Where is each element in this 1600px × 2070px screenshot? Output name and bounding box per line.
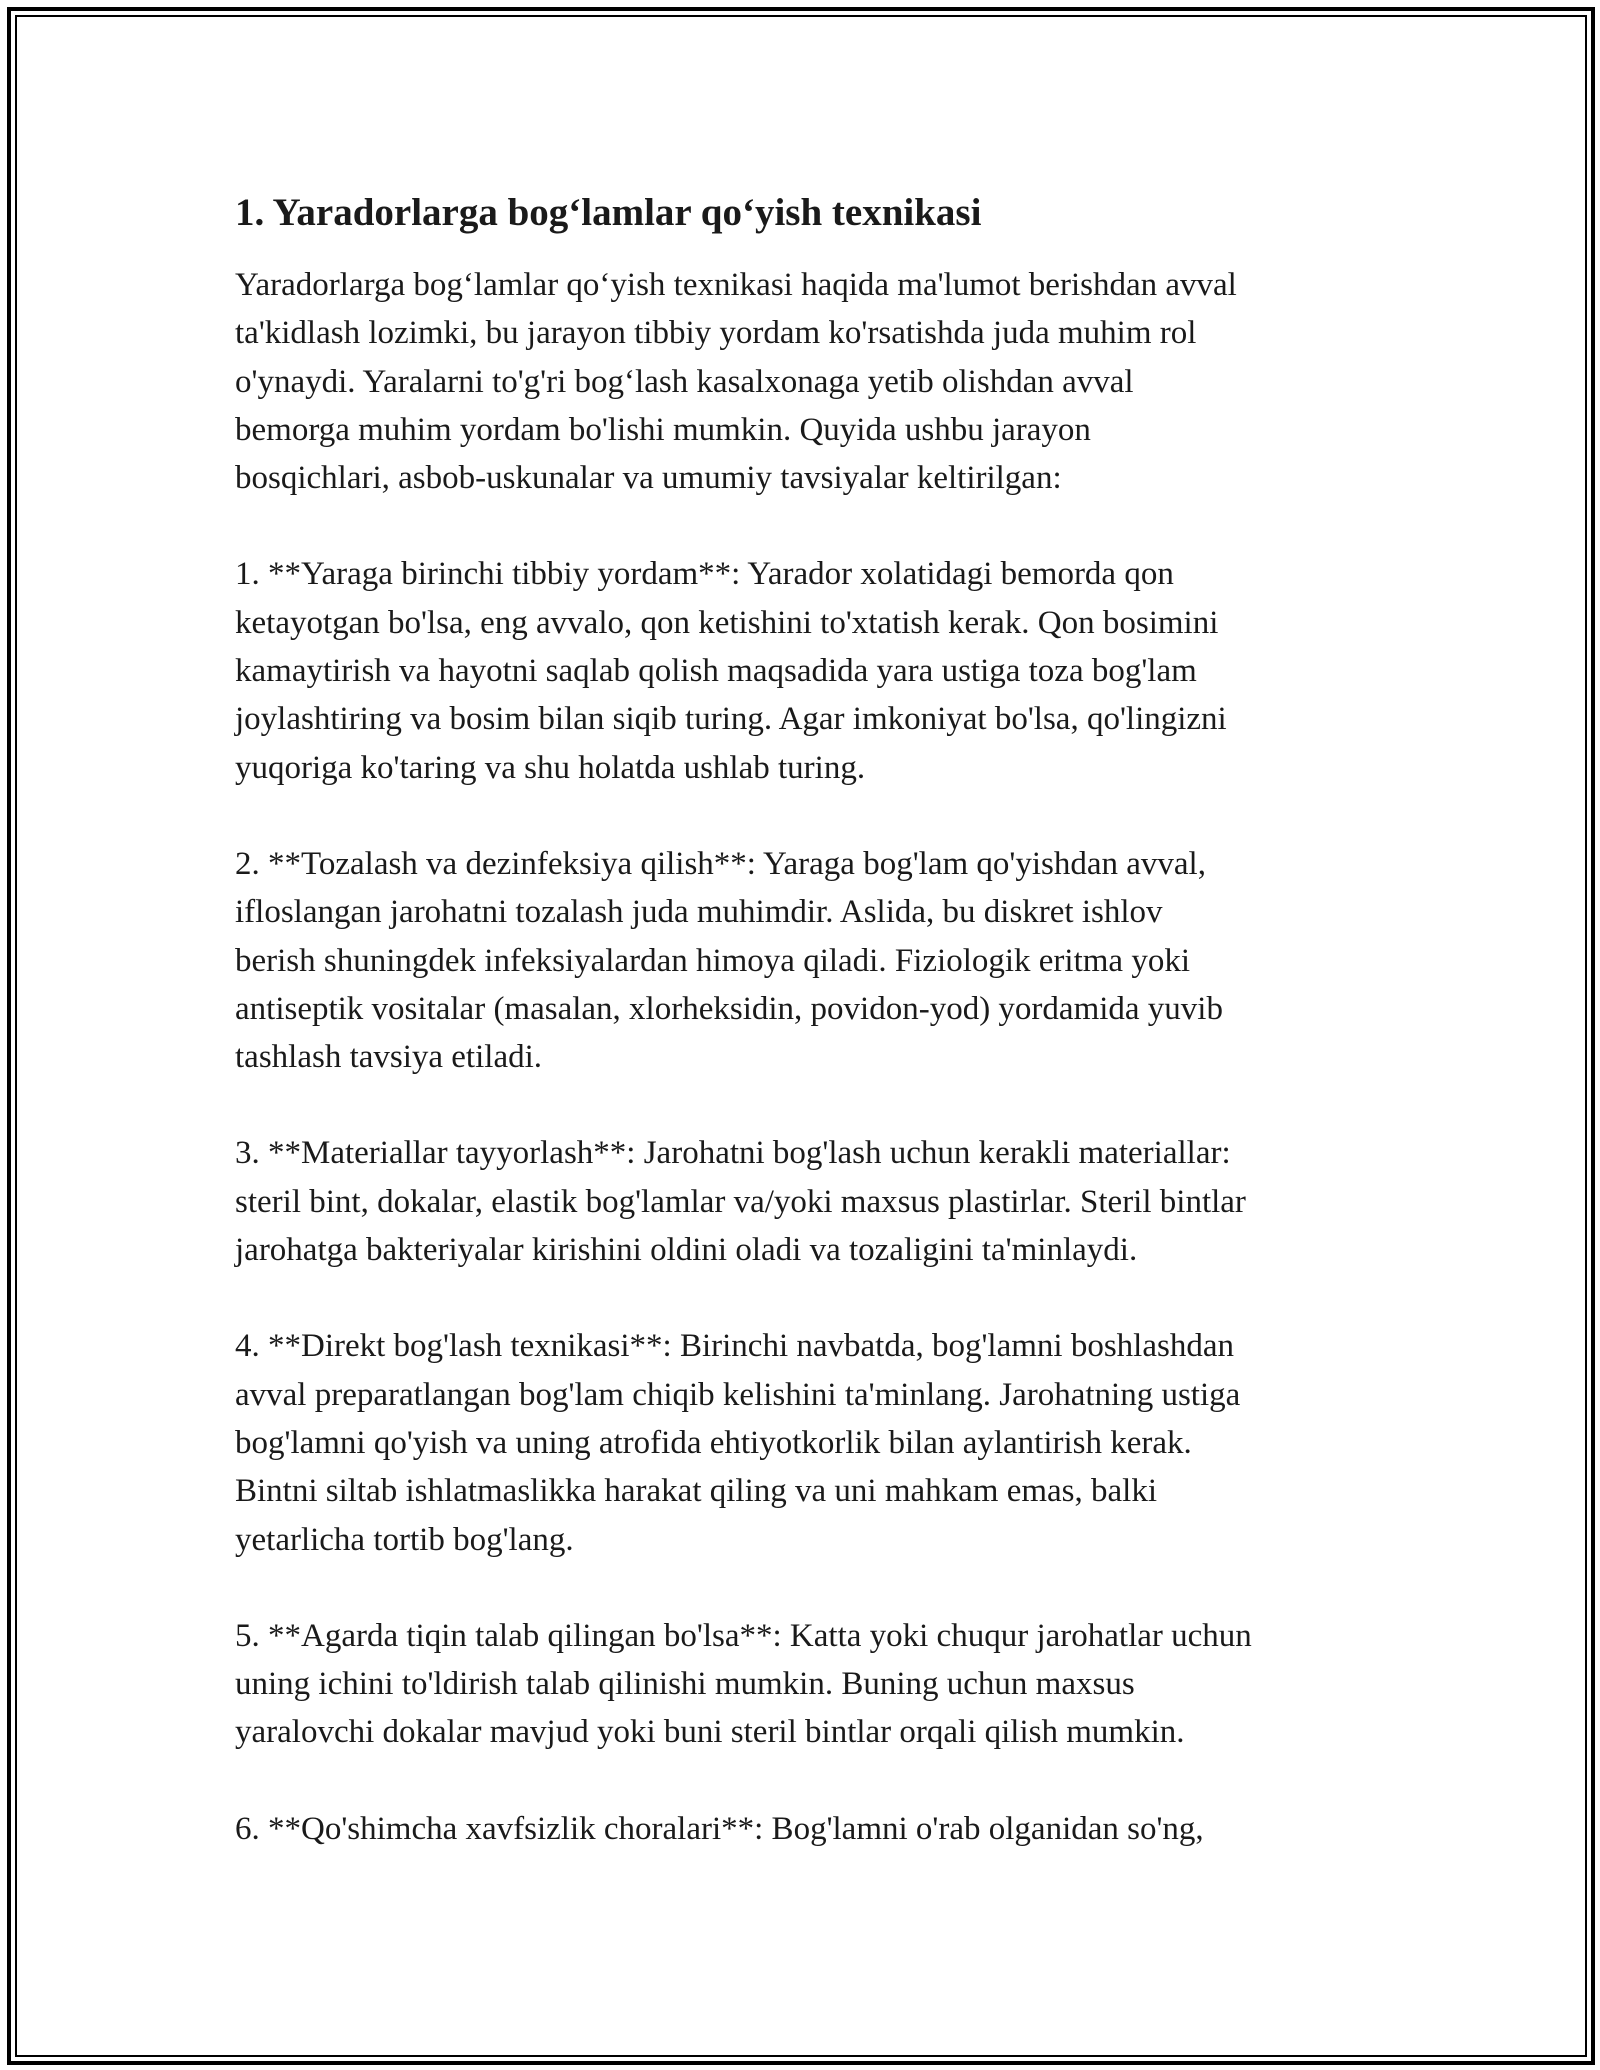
text-line: Bintni siltab ishlatmaslikka harakat qiling va uni mahkam emas, balki [235, 1473, 1157, 1510]
text-line: bog'lamni qo'yish va uning atrofida ehtiyotkorlik bilan aylantirish kerak. [235, 1424, 1192, 1461]
text-line: yetarlicha tortib bog'lang. [235, 1521, 574, 1558]
paragraph [235, 1129, 1385, 1274]
text-line: 5. **Agarda tiqin talab qilingan bo'lsa**: Katta yoki chuqur jarohatlar uchun [235, 1617, 1252, 1654]
text-line: tashlash tavsiya etiladi. [235, 1039, 543, 1076]
paragraph [235, 550, 1385, 791]
text-line: ta'kidlash lozimki, bu jarayon tibbiy yordam ko'rsatishda juda muhim rol [235, 315, 1197, 352]
text-line: kamaytirish va hayotni saqlab qolish maqsadida yara ustiga toza bog'lam [235, 653, 1197, 690]
text-line: berish shuningdek infeksiyalardan himoya qiladi. Fiziologik eritma yoki [235, 942, 1190, 979]
text-line: bosqichlari, asbob-uskunalar va umumiy tavsiyalar keltirilgan: [235, 460, 1062, 497]
text-line: yaralovchi dokalar mavjud yoki buni steril bintlar orqali qilish mumkin. [235, 1714, 1185, 1751]
text-line: 1. **Yaraga birinchi tibbiy yordam**: Yarador xolatidagi bemorda qon [235, 556, 1174, 593]
text-line: Yaradorlarga bog‘lamlar qo‘yish texnikasi haqida ma'lumot berishdan avval [235, 267, 1237, 303]
text-line: 6. **Qo'shimcha xavfsizlik choralari**: Bog'lamni o'rab olganidan so'ng, [235, 1810, 1204, 1847]
paragraph [235, 261, 1385, 502]
text-line: ketayotgan bo'lsa, eng avvalo, qon ketishini to'xtatish kerak. Qon bosimini [235, 604, 1219, 641]
text-line: 2. **Tozalash va dezinfeksiya qilish**: Yaraga bog'lam qo'yishdan avval, [235, 845, 1206, 882]
text-line: 3. **Materiallar tayyorlash**: Jarohatni bog'lash uchun kerakli materiallar: [235, 1135, 1231, 1172]
paragraph [235, 1612, 1385, 1757]
text-line: ifloslangan jarohatni tozalash juda muhimdir. Aslida, bu diskret ishlov [235, 894, 1163, 931]
text-line: uning ichini to'ldirish talab qilinishi mumkin. Buning uchun maxsus [235, 1666, 1135, 1703]
text-line: antiseptik vositalar (masalan, xlorheksidin, povidon-yod) yordamida yuvib [235, 990, 1223, 1027]
text-line: jarohatga bakteriyalar kirishini oldini oladi va tozaligini ta'minlaydi. [235, 1232, 1138, 1269]
text-line: avval preparatlangan bog'lam chiqib kelishini ta'minlang. Jarohatning ustiga [235, 1376, 1241, 1413]
paragraph [235, 1805, 1385, 1853]
text-line: yuqoriga ko'taring va shu holatda ushlab turing. [235, 749, 866, 786]
text-line: bemorga muhim yordam bo'lishi mumkin. Quyida ushbu jarayon [235, 411, 1091, 448]
paragraph-list [235, 261, 1385, 1853]
text-line: joylashtiring va bosim bilan siqib turing. Agar imkoniyat bo'lsa, qo'lingizni [235, 701, 1227, 738]
document-body [235, 185, 1385, 1901]
text-line: o'ynaydi. Yaralarni to'g'ri bog‘lash kasalxonaga yetib olishdan avval [235, 363, 1134, 400]
page-title: 1. Yaradorlarga bog‘lamlar qo‘yish texnikasi [235, 191, 982, 234]
text-line: steril bint, dokalar, elastik bog'lamlar va/yoki maxsus plastirlar. Steril bintlar [235, 1183, 1246, 1220]
text-line: 4. **Direkt bog'lash texnikasi**: Birinchi navbatda, bog'lamni boshlashdan [235, 1328, 1234, 1365]
paragraph [235, 1322, 1385, 1563]
paragraph [235, 840, 1385, 1081]
